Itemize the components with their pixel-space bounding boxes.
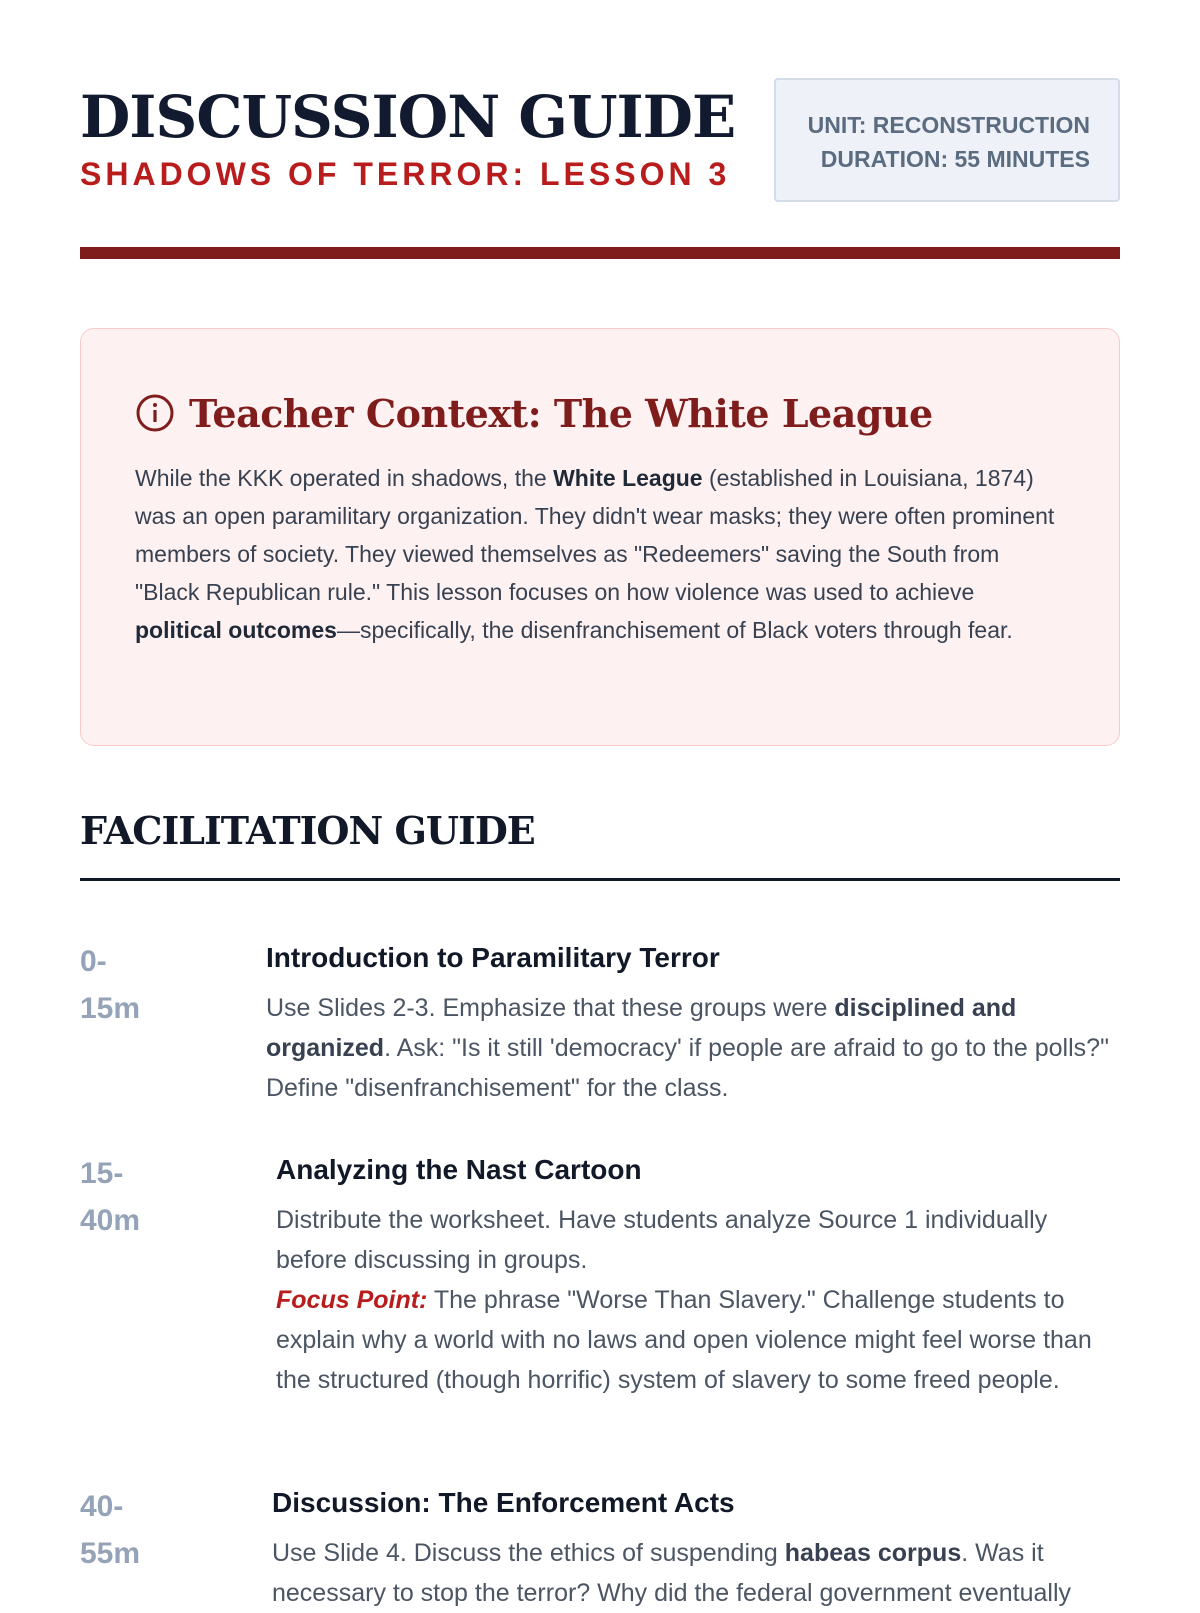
- step-emphasis: disciplined and organized: [266, 994, 1017, 1062]
- context-text: (established in Louisiana, 1874) was an open paramilitary organization. They didn't wear masks; they were often prominent members of society. They viewed themselves as "Redeemers" saving the South from "Black Republican rule." This lesson focuses on how violence was used to achieve: [135, 465, 1055, 605]
- facilitation-divider: [80, 878, 1120, 881]
- step-time: [80, 1150, 140, 1244]
- step-time-end: 55m: [80, 1537, 141, 1570]
- facilitation-title: FACILITATION GUIDE: [80, 808, 535, 853]
- step-time-start: 0-: [80, 945, 107, 978]
- step-body: [272, 1533, 1120, 1613]
- step-text: Distribute the worksheet. Have students analyze Source 1 individually before discussing in groups.: [276, 1206, 1048, 1274]
- duration-label: DURATION: 55 MINUTES: [820, 146, 1090, 172]
- step-time: [80, 938, 140, 1032]
- step-time-end: 15m: [80, 992, 141, 1025]
- step-text: . Ask: "Is it still 'democracy' if people are afraid to go to the polls?" Define "disenfranchisement" for the class.: [266, 1034, 1109, 1102]
- lesson-subtitle: SHADOWS OF TERROR: LESSON 3: [80, 156, 731, 192]
- context-text: While the KKK operated in shadows, the: [135, 465, 554, 491]
- step-text: . Was it necessary to stop the terror? Why did the federal government eventually: [272, 1539, 1072, 1607]
- step-content: [276, 1150, 1120, 1400]
- step-text: The phrase "Worse Than Slavery." Challenge students to explain why a world with no laws and open violence might feel worse than the structured (though horrific) system of slavery to some freed people.: [276, 1286, 1092, 1394]
- step-text: Use Slides 2-3. Emphasize that these groups were: [266, 994, 835, 1022]
- teacher-context-title: Teacher Context: The White League: [189, 390, 933, 436]
- step-heading: Introduction to Paramilitary Terror: [266, 942, 720, 973]
- step-heading: Analyzing the Nast Cartoon: [276, 1154, 642, 1185]
- step-body: [276, 1200, 1120, 1400]
- step-body: [266, 988, 1120, 1108]
- teacher-context-card: [80, 328, 1120, 746]
- step-text: Use Slide 4. Discuss the ethics of suspending: [272, 1539, 785, 1567]
- step-heading: Discussion: The Enforcement Acts: [272, 1487, 735, 1518]
- context-text: —specifically, the disenfranchisement of Black voters through fear.: [336, 617, 1013, 643]
- unit-label: UNIT: RECONSTRUCTION: [807, 112, 1090, 138]
- step-time-start: 15-: [80, 1157, 124, 1190]
- header-divider: [80, 247, 1120, 259]
- teacher-context-header: [135, 383, 1065, 443]
- focus-point-label: Focus Point:: [276, 1286, 428, 1314]
- page-title: DISCUSSION GUIDE: [80, 83, 736, 151]
- step-content: [266, 938, 1120, 1108]
- teacher-context-body: [135, 459, 1065, 649]
- info-icon: [135, 393, 175, 433]
- step-emphasis: habeas corpus: [784, 1539, 962, 1567]
- lesson-meta-box: [774, 78, 1120, 202]
- context-emphasis: political outcomes: [135, 617, 337, 643]
- step-content: [272, 1483, 1120, 1613]
- context-emphasis: White League: [553, 465, 703, 491]
- step-time-start: 40-: [80, 1490, 124, 1523]
- step-time: [80, 1483, 140, 1577]
- step-time-end: 40m: [80, 1204, 141, 1237]
- header: [80, 78, 1120, 208]
